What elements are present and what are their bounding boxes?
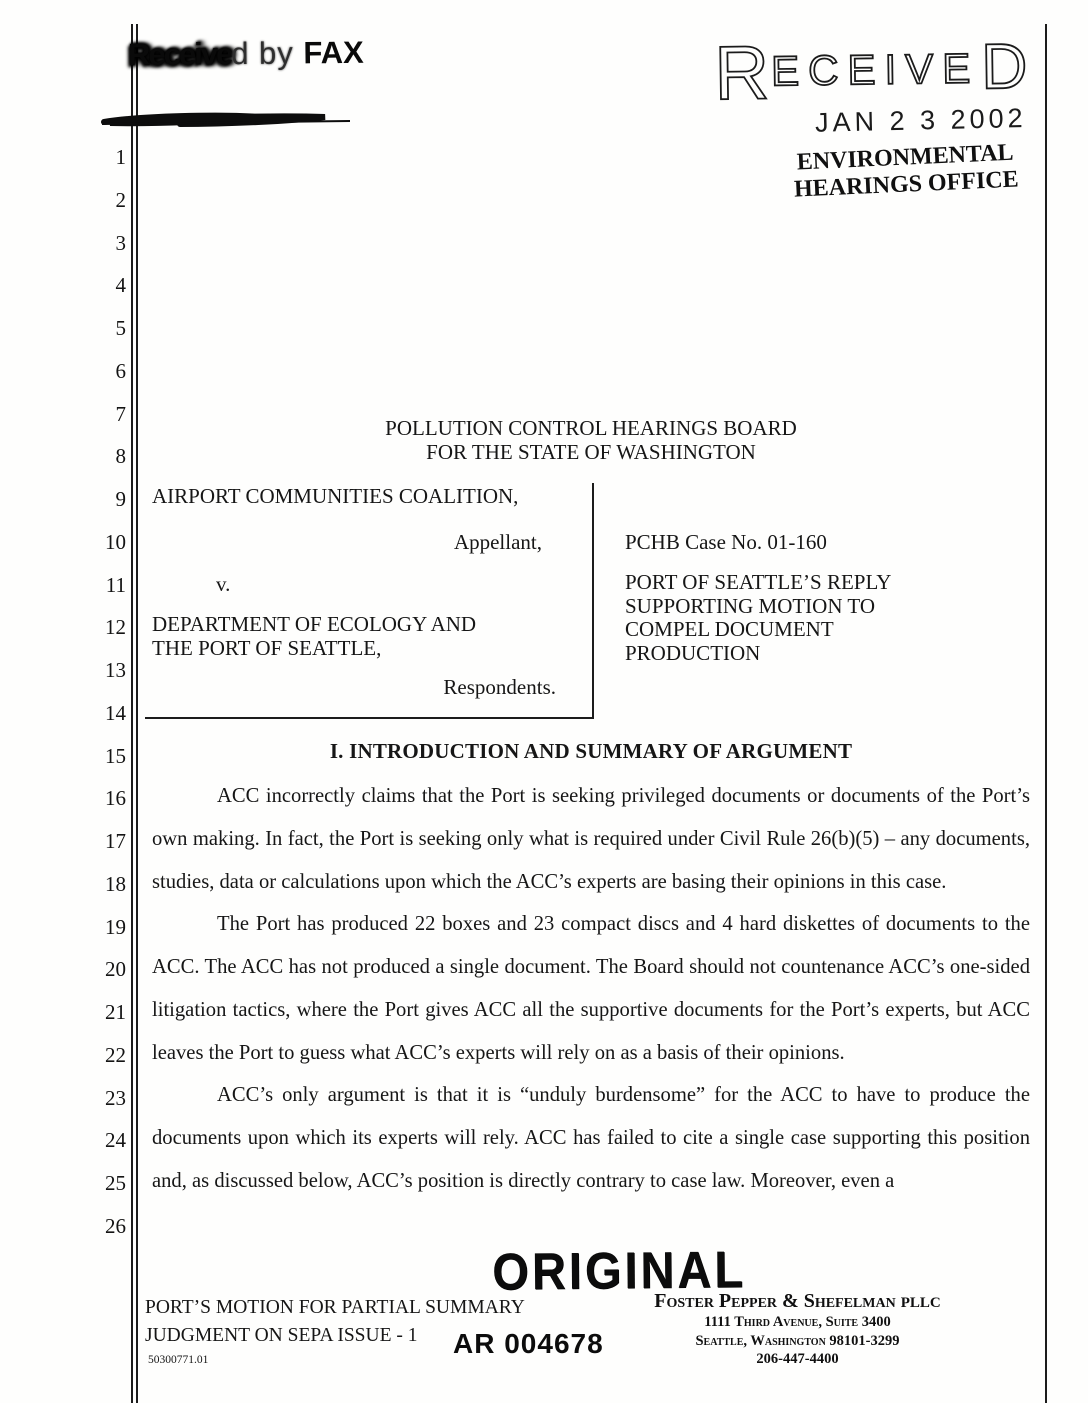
court-name-line-1: POLLUTION CONTROL HEARINGS BOARD [385, 416, 797, 440]
court-header [152, 417, 1030, 464]
respondent-role: Respondents. [443, 675, 556, 699]
line-number: 23 [105, 1085, 126, 1110]
received-stamp-word [713, 29, 1035, 117]
document-title [625, 571, 891, 665]
footer-doc-id-line-2: JUDGMENT ON SEPA ISSUE - 1 [145, 1324, 418, 1346]
document-title-line: COMPEL DOCUMENT [625, 617, 834, 642]
file-number: 50300771.01 [148, 1354, 209, 1366]
line-number: 12 [105, 615, 126, 640]
line-number: 13 [105, 658, 126, 682]
received-stamp-letter-d: D [980, 29, 1028, 103]
law-firm-address-1: 1111 Third Avenue, Suite 3400 [704, 1314, 891, 1330]
appellant-name: AIRPORT COMMUNITIES COALITION, [152, 484, 519, 508]
pen-scribble [100, 100, 370, 136]
footer-doc-id-line-1: PORT’S MOTION FOR PARTIAL SUMMARY [145, 1297, 525, 1318]
received-stamp-date: JAN 2 3 2002 [814, 103, 1027, 139]
caption-horizontal-divider [145, 717, 594, 719]
respondent-line-2: THE PORT OF SEATTLE, [152, 636, 382, 660]
law-firm-address-2: Seattle, Washington 98101-3299 [695, 1332, 900, 1349]
law-firm-name-text: Foster Pepper & Shefelman [654, 1290, 896, 1312]
received-by-fax-stamp [128, 35, 364, 73]
line-number: 14 [105, 700, 126, 725]
line-number: 8 [115, 444, 126, 469]
hearings-office-stamp [775, 139, 1037, 205]
line-number: 21 [105, 1000, 126, 1024]
line-number: 7 [115, 401, 126, 426]
document-title-line: PORT OF SEATTLE’S REPLY [625, 570, 892, 594]
line-number: 2 [115, 187, 126, 212]
line-number: 17 [105, 829, 126, 853]
respondent-names [152, 612, 476, 660]
fax-stamp-bold-text: FAX [303, 34, 364, 71]
line-number: 9 [115, 487, 126, 511]
received-stamp [713, 29, 1036, 204]
case-number: PCHB Case No. 01-160 [625, 530, 827, 554]
body-paragraphs [152, 775, 1030, 1203]
section-heading: I. INTRODUCTION AND SUMMARY OF ARGUMENT [329, 739, 853, 763]
document-title-line: PRODUCTION [625, 640, 761, 665]
document-title-line: SUPPORTING MOTION TO [625, 593, 875, 618]
court-name-line-2: FOR THE STATE OF WASHINGTON [426, 439, 756, 464]
law-firm-phone: 206-447-4400 [756, 1351, 839, 1367]
body-paragraph: ACC incorrectly claims that the Port is seeking privileged documents or documents of the Port’s own making. In fact, the Port is seeking only what is required under Civil Rule 26(b)(5) – any documents, studies, data or calculations upon which the ACC’s experts are basing their opinions in this case. [152, 785, 1030, 893]
line-number: 15 [105, 743, 126, 768]
right-margin-rule [1045, 24, 1047, 1403]
body-paragraph: ACC’s only argument is that it is “unduly burdensome” for the ACC to have to produce the documents upon which its experts will rely. ACC has failed to cite a single case supporting this position and, as discussed below, ACC’s position is directly contrary to case law. Moreover, even a [152, 1084, 1030, 1192]
line-number: 1 [115, 145, 126, 169]
line-number: 6 [115, 358, 126, 383]
line-number: 24 [105, 1128, 126, 1153]
law-firm-name [630, 1290, 965, 1313]
received-stamp-letter-r: R [713, 30, 770, 117]
fax-stamp-faint-text: d by [231, 35, 304, 72]
law-firm-block [630, 1290, 965, 1369]
line-number: 25 [105, 1171, 126, 1195]
fax-stamp-smudged-text: Receive [127, 36, 232, 73]
respondent-line-1: DEPARTMENT OF ECOLOGY AND [152, 612, 477, 636]
office-line-2: HEARINGS OFFICE [793, 166, 1020, 204]
line-number: 20 [105, 957, 126, 982]
line-number: 18 [105, 871, 126, 896]
caption-vertical-divider [592, 483, 594, 718]
line-number: 19 [105, 914, 126, 939]
original-stamp: ORIGINAL [492, 1239, 747, 1301]
line-number: 22 [105, 1042, 126, 1067]
line-number: 3 [115, 230, 126, 255]
law-firm-suffix: PLLC [900, 1295, 941, 1311]
line-number: 10 [105, 529, 126, 554]
appellant-role: Appellant, [453, 530, 542, 554]
line-number: 26 [105, 1213, 126, 1238]
line-number: 16 [105, 786, 126, 811]
left-margin-double-rule [131, 24, 138, 1403]
line-number: 5 [115, 316, 126, 340]
body-paragraph: The Port has produced 22 boxes and 23 compact discs and 4 hard diskettes of documents to the ACC. The ACC has not produced a single document. The Board should not countenance ACC’s one-sided litigation tactics, where the Port gives ACC all the supportive documents for the Port’s experts, but ACC leaves the Port to guess what ACC’s experts will rely on as a basis of their opinions. [152, 913, 1030, 1064]
line-number: 4 [115, 273, 126, 298]
line-number: 11 [105, 572, 126, 597]
ar-bates-number: AR 004678 [453, 1328, 604, 1359]
office-line-1: ENVIRONMENTAL [796, 140, 1015, 176]
received-stamp-middle-letters: ECEIVE [770, 44, 980, 95]
versus-label: v. [216, 572, 231, 596]
